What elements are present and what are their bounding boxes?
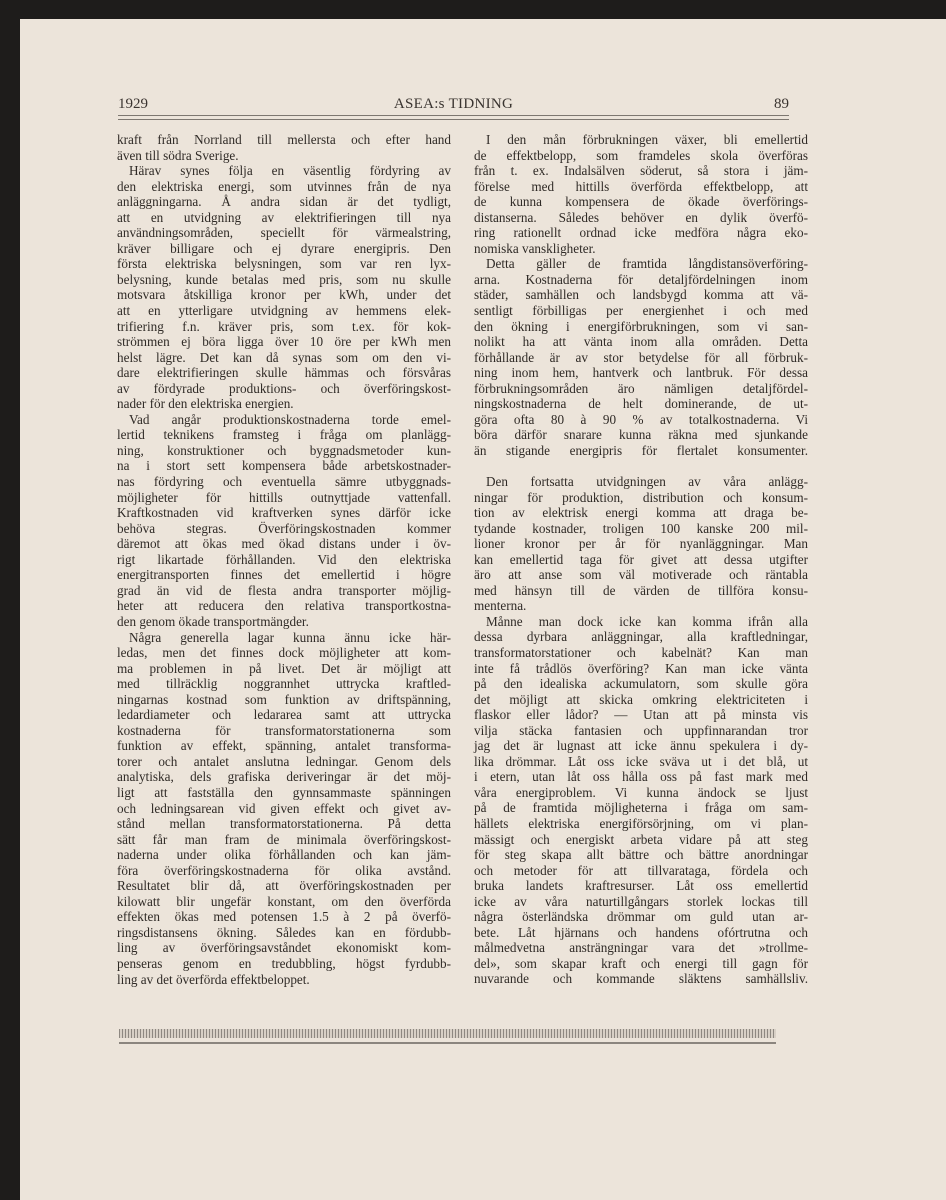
- text-line: ringsdistansens ökning. Således kan en fördubb-: [117, 924, 451, 940]
- text-line: av fördyrade produktions- och överföringskost-: [117, 380, 451, 396]
- text-line: ma problemen in på livet. Det är möjligt att: [117, 660, 451, 676]
- text-line: att en ytterligare utvidgning av hemmens elek-: [117, 303, 451, 319]
- text-line: ling av det överförda effektbeloppet.: [117, 971, 310, 987]
- text-line: kostnaderna för transformatorstationerna som: [117, 722, 451, 738]
- text-line: kraft från Norrland till mellersta och efter hand: [117, 132, 451, 147]
- text-line: flaskor eller lådor? — Utan att på minsta vis: [474, 707, 808, 723]
- text-line: naderna under olika förhållanden och kan jäm-: [117, 847, 451, 863]
- text-line: med hänsyn till de värden de tillföra konsu-: [474, 582, 808, 598]
- text-line: vilja stäcka fantasien och uppfinnarandan tror: [474, 722, 808, 738]
- text-line: göra ofta 80 à 90 % av totalkostnaderna. Vi: [474, 411, 808, 427]
- text-line: nuvarande och kommande släktens samhällsliv.: [474, 971, 808, 987]
- text-line: lioner kronor per år för nyanläggningar. Man: [474, 536, 808, 552]
- text-line: icke av våra naturtillgångars storlek lockas till: [474, 893, 808, 909]
- text-line: kilowatt blir ungefär konstant, om den överförda: [117, 893, 451, 909]
- text-line: motsvara åtskilliga kronor per kWh, under det: [117, 287, 451, 303]
- text-line: stånd mellan transformatorstationerna. På detta: [117, 816, 451, 832]
- text-line: behöva stegras. Överföringskostnaden kommer: [117, 520, 451, 536]
- text-line: grad än vid de flesta andra transporter möjlig-: [117, 582, 451, 598]
- text-line: energitransporten finnes det emellertid i högre: [117, 567, 451, 583]
- text-line: ningskostnaderna de helt dominerande, de ut-: [474, 396, 808, 412]
- text-line: Härav synes följa en väsentlig fördyring av: [129, 163, 451, 179]
- text-line: jag det är lugnast att icke ännu spekulera i dy-: [474, 738, 808, 754]
- text-line: hällets elektriska energiförsörjning, om vi plan-: [474, 816, 808, 832]
- text-line: och metoder för att tillvaratagа, fördela och: [474, 862, 808, 878]
- text-line: det möjligt att skicka omkring elektriciteten i: [474, 691, 808, 707]
- text-line: de kunna kompensera de ökade överförings-: [474, 194, 808, 210]
- footer-ornament-bar: [119, 1029, 776, 1038]
- running-header: [118, 93, 789, 115]
- text-line: användningsområden, speciellt för värmealstring,: [117, 225, 451, 241]
- text-line: helst lägre. Det kan då synas som om den vi-: [117, 349, 451, 365]
- header-title: ASEA:s TIDNING: [393, 96, 514, 112]
- text-line: Månne man dock icke kan komma ifrån alla: [486, 613, 808, 629]
- text-line: ligt att fastställa den gynnsammaste spänningen: [117, 784, 451, 800]
- text-line: analytiska, dels grafiska deriveringar är det möj-: [117, 769, 451, 785]
- text-line: funktion av effekt, spänning, antalet transforma-: [117, 738, 451, 754]
- text-line: städer, samhällen och landsbygd komma att vä-: [474, 287, 808, 303]
- text-line: förelse med hittills överförda effektbelopp, att: [474, 178, 808, 194]
- text-line: förhållande är av stor betydelse för all förbruk-: [474, 349, 808, 365]
- text-line: tydande kostnader, troligen 100 kanske 200 mil-: [474, 520, 808, 536]
- text-line: Vad angår produktionskostnaderna torde emel-: [129, 411, 451, 427]
- text-line: att en utvidgning av elektrifieringen till nya: [117, 209, 451, 225]
- text-line: äro att anse som väl motiverade och räntabla: [474, 567, 808, 583]
- text-line: ning inom hem, hantverk och lantbruk. För dessa: [474, 365, 808, 381]
- text-line: den genom ökade transportmängder.: [117, 613, 309, 629]
- text-line: nomiska vanskligheter.: [474, 240, 596, 256]
- text-line: menterna.: [474, 598, 527, 614]
- text-line: Kraftkostnaden vid kraftverken synes därför icke: [117, 505, 451, 521]
- text-line: än stigande energipris för flertalet konsumenter.: [474, 442, 808, 458]
- text-line: för steg skapa allt bättre och bättre anordningar: [474, 847, 808, 863]
- text-line: den elektriska energi, som utvinnes från de nya: [117, 178, 451, 194]
- right-column: [474, 132, 808, 987]
- text-line: Detta gäller de framtida långdistansöverföring-: [486, 256, 808, 272]
- text-line: däremot att ökas med ökad distans under i öv-: [117, 536, 451, 552]
- text-line: dare elektrifieringen skulle hämmas och försvåras: [117, 365, 451, 381]
- text-line: första elektriska belysningen, som var ren lyx-: [117, 256, 451, 272]
- text-line: den ökning i energiförbrukningen, som vi san-: [474, 318, 808, 334]
- header-rule: [118, 115, 789, 120]
- text-line: bete. Låt hjärnans och handens ofórtrutna och: [474, 924, 808, 940]
- paragraph-gap: [474, 458, 808, 474]
- text-line: sätt får man fram de minimala överföringskost-: [117, 831, 451, 847]
- text-line: na i stort sett kompensera både arbetskostnader-: [117, 458, 451, 474]
- text-line: torer och antalet anslutna ledningar. Genom dels: [117, 753, 451, 769]
- footer-rule: [119, 1042, 776, 1044]
- text-line: ningarnas kostnad som funktion av driftspänning,: [117, 691, 451, 707]
- text-line: förbrukningsområden äro nämligen detaljfördel-: [474, 380, 808, 396]
- text-line: ning, konstruktioner och byggnadsmetoder kun-: [117, 442, 451, 458]
- text-line: ledas, men det finnes dock möjligheter att kom-: [117, 645, 451, 661]
- text-line: ling av överföringsavståndet ekonomiskt kom-: [117, 940, 451, 956]
- left-column: [117, 132, 451, 987]
- text-line: i etern, utan låt oss hålla oss på fast mark med: [474, 769, 808, 785]
- text-line: sentligt förbilligas per energienhet i och med: [474, 303, 808, 319]
- text-line: rigt likartade förhållanden. Vid den elektriska: [117, 551, 451, 567]
- text-line: nader för den elektriska energien.: [117, 396, 294, 412]
- text-line: penseras genom en tredubbling, högst fyrdubb-: [117, 955, 451, 971]
- text-line: del», som skapar kraft och energi till gagn för: [474, 955, 808, 971]
- text-line: kan emellertid taga för givet att dessa utgifter: [474, 551, 808, 567]
- text-line: och ledningsarean vid given effekt och givet av-: [117, 800, 451, 816]
- header-year: 1929: [118, 96, 148, 112]
- text-line: föra överföringskostnaderna för olika avstånd.: [117, 862, 451, 878]
- text-line: dessa dyrbara anläggningar, alla kraftledningar,: [474, 629, 808, 645]
- text-line: ledardiameter och ledararea samt att uttrycka: [117, 707, 451, 723]
- text-line: på de framtida möjligheterna i fråga om sam-: [474, 800, 808, 816]
- text-line: målmedvetna ansträngningar vara det »trollme-: [474, 940, 808, 956]
- text-line: nas fördyring och eventuella sämre utbyggnads-: [117, 474, 451, 490]
- text-line: Några generella lagar kunna ännu icke här-: [129, 629, 451, 645]
- text-line: transformatorstationer och kabelnät? Kan man: [474, 645, 808, 660]
- text-line: tion av elektrisk energi komma att draga be-: [474, 505, 808, 521]
- text-line: våra energiproblem. Vi kunna ändock se ljust: [474, 784, 808, 800]
- text-line: på den idealiska ackumulatorn, som skulle göra: [474, 676, 808, 692]
- text-line: nolikt ha att vänta inom alla områden. Detta: [474, 334, 808, 350]
- text-line: anläggningarna. Å andra sidan är det tydligt,: [117, 194, 451, 210]
- text-line: effekten ökas med potensen 1.5 à 2 på överfö-: [117, 909, 451, 925]
- text-line: några österländska drömmar om guld utan ar-: [474, 909, 808, 925]
- text-line: belysning, kunde betalas med pris, som nu skulle: [117, 271, 451, 287]
- text-line: ningar för produktion, distribution och konsum-: [474, 489, 808, 505]
- text-line: de effektbelopp, som framdeles skola överföras: [474, 147, 808, 163]
- text-line: I den mån förbrukningen växer, bli emellertid: [486, 132, 808, 147]
- text-line: inte få trådlös överföring? Kan man icke vänta: [474, 660, 808, 676]
- text-line: heter att reducera den relativa transportkostna-: [117, 598, 451, 614]
- text-line: böra därför snarare kunna räkna med sjunkande: [474, 427, 808, 443]
- text-line: trifiering f.n. kräver pris, som t.ex. för kok-: [117, 318, 451, 334]
- text-line: strömmen ej böra ligga över 10 öre per kWh men: [117, 334, 451, 350]
- text-line: Resultatet blir då, att överföringskostnaden per: [117, 878, 451, 894]
- text-line: ring rationellt ordnad icke medföra några eko-: [474, 225, 808, 241]
- text-line: möjligheter för hittills outnyttjade vattenfall.: [117, 489, 451, 505]
- text-line: mässigt och energiskt arbeta vidare på att steg: [474, 831, 808, 847]
- text-line: med tillräcklig noggrannhet uttrycka kraftled-: [117, 676, 451, 692]
- text-line: kräver billigare och ej dyrare energipris. Den: [117, 240, 451, 256]
- text-line: Den fortsatta utvidgningen av våra anlägg-: [486, 473, 808, 489]
- text-line: distanserna. Således behöver en dylik överfö-: [474, 209, 808, 225]
- text-line: lika drömmar. Låt oss icke sväva ut i det blå, ut: [474, 753, 808, 769]
- text-line: arna. Kostnaderna för detaljfördelningen inom: [474, 271, 808, 287]
- page-number: 89: [774, 96, 789, 112]
- text-line: från t. ex. Indalsälven söderut, så stora i jäm-: [474, 163, 808, 179]
- text-line: lertid teknikens framsteg i fråga om planlägg-: [117, 427, 451, 443]
- text-line: bruka landets kraftresurser. Låt oss emellertid: [474, 878, 808, 894]
- text-line: även till södra Sverige.: [117, 147, 239, 163]
